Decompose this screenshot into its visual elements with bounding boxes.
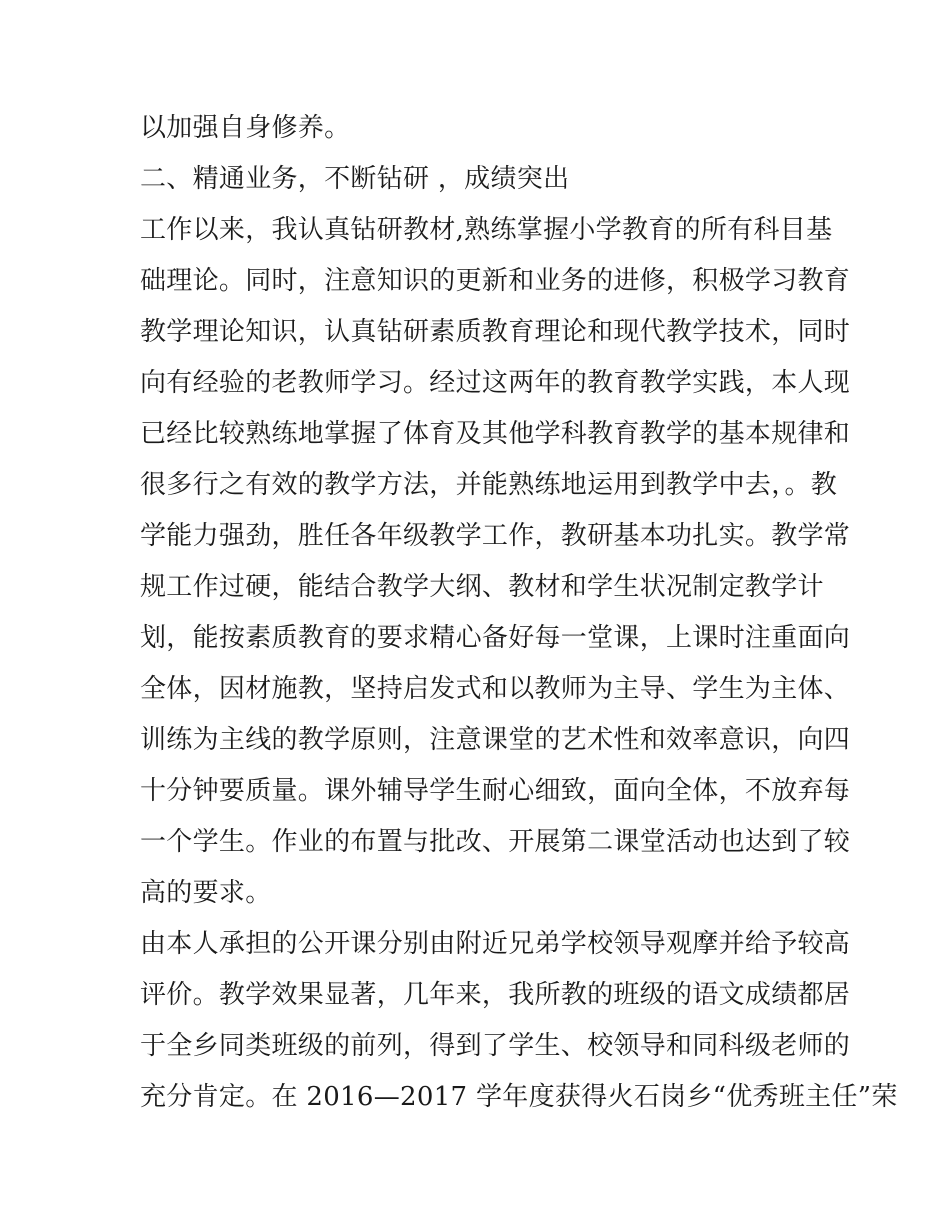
text-line: 向有经验的老教师学习。经过这两年的教育教学实践，本人现 — [140, 368, 851, 398]
text-line: 充分肯定。在 2016—2017 学年度获得火石岗乡“优秀班主任”荣 — [140, 1082, 898, 1112]
text-line: 由本人承担的公开课分别由附近兄弟学校领导观摩并给予较高 — [140, 929, 851, 959]
text-line: 高的要求。 — [140, 878, 272, 908]
text-line: 础理论。同时，注意知识的更新和业务的进修，积极学习教育 — [140, 266, 851, 296]
text-line: 训练为主线的教学原则，注意课堂的艺术性和效率意识，向四 — [140, 725, 851, 755]
text-line: 很多行之有效的教学方法，并能熟练地运用到教学中去，。教 — [140, 470, 838, 500]
text-line: 教学理论知识，认真钻研素质教育理论和现代教学技术，同时 — [140, 317, 851, 347]
text-line: 一个学生。作业的布置与批改、开展第二课堂活动也达到了较 — [140, 827, 851, 857]
text-line: 评价。教学效果显著，几年来，我所教的班级的语文成绩都居 — [140, 980, 851, 1010]
text-line: 于全乡同类班级的前列，得到了学生、校领导和同科级老师的 — [140, 1031, 851, 1061]
text-line: 以加强自身修养。 — [140, 113, 351, 143]
text-line: 工作以来，我认真钻研教材,熟练掌握小学教育的所有科目基 — [140, 215, 833, 245]
text-line: 规工作过硬，能结合教学大纲、教材和学生状况制定教学计 — [140, 572, 824, 602]
text-line: 已经比较熟练地掌握了体育及其他学科教育教学的基本规律和 — [140, 419, 851, 449]
text-line: 划，能按素质教育的要求精心备好每一堂课，上课时注重面向 — [140, 623, 851, 653]
text-line: 十分钟要质量。课外辅导学生耐心细致，面向全体，不放弃每 — [140, 776, 851, 806]
text-line: 学能力强劲，胜任各年级教学工作，教研基本功扎实。教学常 — [140, 521, 851, 551]
text-line: 全体，因材施教，坚持启发式和以教师为主导、学生为主体、 — [140, 674, 851, 704]
section-heading: 二、精通业务，不断钻研 ，成绩突出 — [140, 164, 570, 194]
